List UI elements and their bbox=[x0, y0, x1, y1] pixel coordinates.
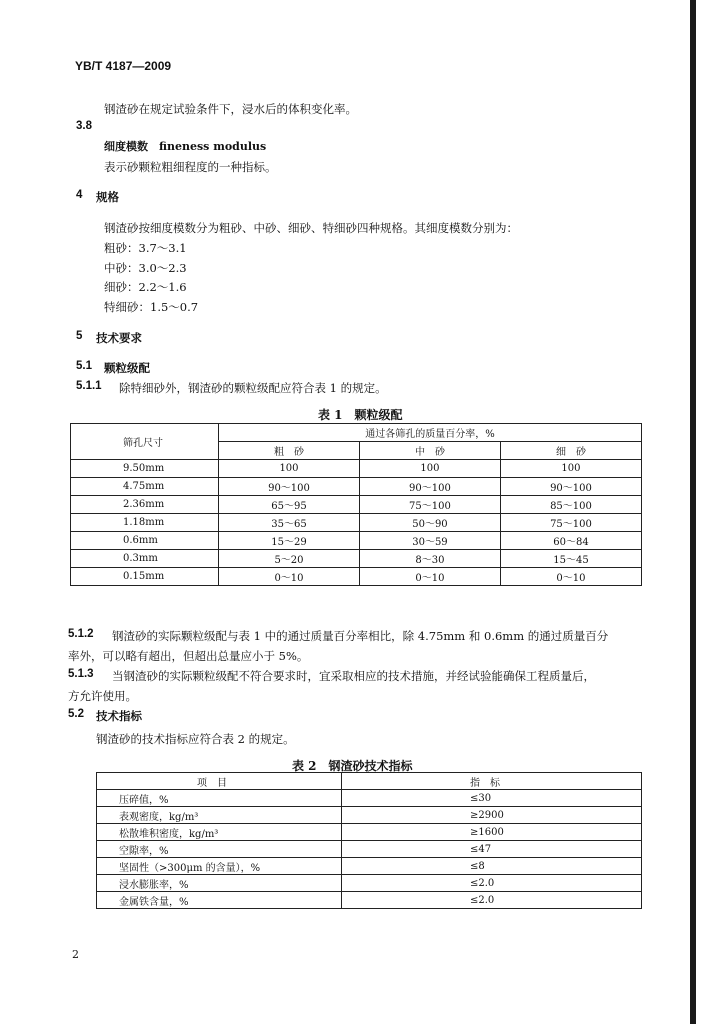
table-cell: 30～59 bbox=[359, 532, 500, 550]
table-cell: 0～10 bbox=[219, 568, 360, 586]
section-heading: 技术指标 bbox=[96, 709, 142, 723]
table-row bbox=[97, 841, 642, 858]
table-cell: 15～29 bbox=[219, 532, 360, 550]
scan-edge-bar bbox=[690, 0, 696, 1024]
section-heading: 颗粒级配 bbox=[104, 361, 150, 375]
table-row bbox=[71, 532, 642, 550]
paragraph: 方允许使用。 bbox=[68, 689, 137, 703]
table-cell: 60～84 bbox=[500, 532, 641, 550]
table-cell: 90～100 bbox=[500, 478, 641, 496]
table-cell: 压碎值，% bbox=[97, 790, 342, 807]
definition-text: 表示砂颗粒粗细程度的一种指标。 bbox=[104, 160, 277, 174]
table-row bbox=[97, 892, 642, 909]
spec-line: 粗砂：3.7～3.1 bbox=[104, 241, 187, 255]
table-cell: 15～45 bbox=[500, 550, 641, 568]
table-cell: 35～65 bbox=[219, 514, 360, 532]
table-cell: 75～100 bbox=[359, 496, 500, 514]
table-cell: 8～30 bbox=[359, 550, 500, 568]
table-cell: 2.36mm bbox=[71, 496, 219, 514]
table-row bbox=[71, 568, 642, 586]
paragraph: 当钢渣砂的实际颗粒级配不符合要求时，宜采取相应的技术措施，并经试验能确保工程质量后， bbox=[112, 669, 595, 683]
table-cell: ≤8 bbox=[342, 858, 642, 875]
table-cell: 松散堆积密度，kg/m³ bbox=[97, 824, 342, 841]
table-cell: 5～20 bbox=[219, 550, 360, 568]
clause-number-5-1-1: 5.1.1 bbox=[76, 380, 102, 392]
paragraph: 率外，可以略有超出，但超出总量应小于 5%。 bbox=[68, 649, 309, 663]
clause-number-5-2: 5.2 bbox=[68, 708, 84, 720]
table-cell: 0.6mm bbox=[71, 532, 219, 550]
table-cell: 100 bbox=[359, 460, 500, 478]
term-fineness-modulus: 细度模数 fineness modulus bbox=[104, 140, 267, 153]
table-header-cell: 中 砂 bbox=[359, 442, 500, 460]
table-cell: 9.50mm bbox=[71, 460, 219, 478]
table-row bbox=[97, 875, 642, 892]
table-header-cell: 筛孔尺寸 bbox=[71, 424, 219, 460]
table-cell: 65～95 bbox=[219, 496, 360, 514]
table-row bbox=[97, 824, 642, 841]
grading-table bbox=[70, 423, 642, 586]
table-cell: 0～10 bbox=[500, 568, 641, 586]
table-cell: 表观密度，kg/m³ bbox=[97, 807, 342, 824]
page-number: 2 bbox=[72, 948, 79, 961]
table-cell: 85～100 bbox=[500, 496, 641, 514]
table-cell: 1.18mm bbox=[71, 514, 219, 532]
technical-index-table bbox=[96, 772, 642, 909]
table-row bbox=[71, 496, 642, 514]
spec-line: 细砂：2.2～1.6 bbox=[104, 280, 187, 294]
table-cell: 100 bbox=[500, 460, 641, 478]
table-caption: 表 1 颗粒级配 bbox=[318, 408, 403, 422]
table-cell: 4.75mm bbox=[71, 478, 219, 496]
table-cell: 坚固性（>300μm 的含量），% bbox=[97, 858, 342, 875]
table-row bbox=[71, 550, 642, 568]
table-cell: 金属铁含量，% bbox=[97, 892, 342, 909]
table-header-cell: 粗 砂 bbox=[219, 442, 360, 460]
table-cell: ≥2900 bbox=[342, 807, 642, 824]
table-cell: ≤2.0 bbox=[342, 875, 642, 892]
clause-number-5-1-3: 5.1.3 bbox=[68, 668, 94, 680]
section-heading: 技术要求 bbox=[96, 331, 142, 345]
table-cell: 空隙率，% bbox=[97, 841, 342, 858]
paragraph: 除特细砂外，钢渣砂的颗粒级配应符合表 1 的规定。 bbox=[119, 381, 387, 395]
section-heading: 规格 bbox=[96, 190, 119, 204]
table-header-cell: 通过各筛孔的质量百分率，% bbox=[219, 424, 642, 442]
table-row bbox=[71, 460, 642, 478]
clause-number-4: 4 bbox=[76, 189, 83, 201]
table-cell: ≤47 bbox=[342, 841, 642, 858]
table-cell: 100 bbox=[219, 460, 360, 478]
clause-number-3-8: 3.8 bbox=[76, 120, 92, 132]
table-header-cell: 细 砂 bbox=[500, 442, 641, 460]
clause-number-5-1: 5.1 bbox=[76, 360, 92, 372]
definition-text: 钢渣砂在规定试验条件下，浸水后的体积变化率。 bbox=[104, 102, 357, 116]
table-cell: 0.15mm bbox=[71, 568, 219, 586]
table-row bbox=[71, 478, 642, 496]
table-row bbox=[97, 807, 642, 824]
clause-number-5-1-2: 5.1.2 bbox=[68, 628, 94, 640]
table-cell: ≥1600 bbox=[342, 824, 642, 841]
table-cell: 75～100 bbox=[500, 514, 641, 532]
table-row bbox=[97, 858, 642, 875]
table-cell: 0～10 bbox=[359, 568, 500, 586]
table-cell: 0.3mm bbox=[71, 550, 219, 568]
table-cell: ≤30 bbox=[342, 790, 642, 807]
table-caption: 表 2 钢渣砂技术指标 bbox=[292, 759, 413, 773]
table-cell: 90～100 bbox=[219, 478, 360, 496]
paragraph: 钢渣砂按细度模数分为粗砂、中砂、细砂、特细砂四种规格。其细度模数分别为： bbox=[104, 221, 518, 235]
table-cell: 90～100 bbox=[359, 478, 500, 496]
table-cell: 浸水膨胀率，% bbox=[97, 875, 342, 892]
standard-code-header: YB/T 4187—2009 bbox=[75, 59, 172, 73]
table-cell: 50～90 bbox=[359, 514, 500, 532]
paragraph: 钢渣砂的实际颗粒级配与表 1 中的通过质量百分率相比，除 4.75mm 和 0.6mm 的通过质量百分 bbox=[112, 629, 609, 643]
table-header-cell: 指 标 bbox=[342, 773, 642, 790]
clause-number-5: 5 bbox=[76, 330, 83, 342]
spec-line: 特细砂：1.5～0.7 bbox=[104, 300, 199, 314]
table-row bbox=[71, 514, 642, 532]
spec-line: 中砂：3.0～2.3 bbox=[104, 261, 187, 275]
paragraph: 钢渣砂的技术指标应符合表 2 的规定。 bbox=[96, 732, 295, 746]
table-cell: ≤2.0 bbox=[342, 892, 642, 909]
table-row bbox=[97, 790, 642, 807]
table-header-cell: 项 目 bbox=[97, 773, 342, 790]
